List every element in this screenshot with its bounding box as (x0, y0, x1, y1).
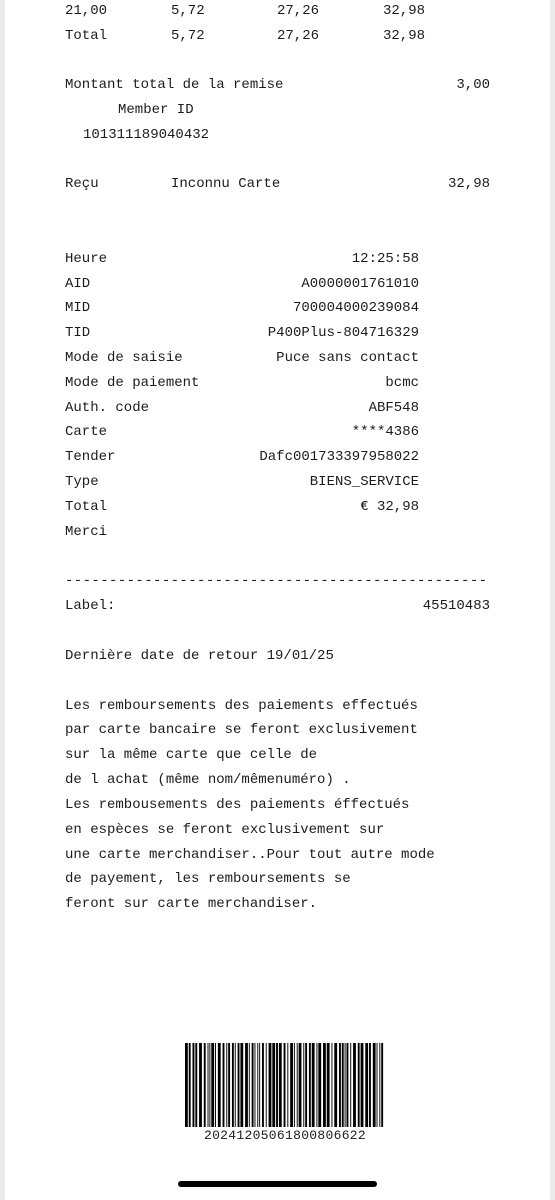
received-amount: 32,98 (447, 176, 490, 192)
barcode-bar (245, 1043, 248, 1127)
member-id-label: Member ID (118, 102, 194, 118)
barcode-bar (193, 1043, 195, 1127)
barcode-bar (379, 1043, 380, 1127)
detail-value: Puce sans contact (276, 350, 419, 366)
barcode-bar (185, 1043, 188, 1127)
barcode-bar (232, 1043, 234, 1127)
barcode-bar (254, 1043, 255, 1127)
detail-value: 700004000239084 (292, 300, 419, 316)
barcode-bar (215, 1043, 216, 1127)
barcode-bar (334, 1043, 337, 1127)
barcode-bar (294, 1043, 295, 1127)
barcode-bar (204, 1043, 206, 1127)
barcode-bar (284, 1043, 286, 1127)
detail-label: Mode de saisie (65, 350, 183, 366)
policy-line: de l achat (même nom/mêmenuméro) . (65, 772, 351, 788)
detail-label: Tender (65, 449, 116, 465)
policy-line: Les rembousements des paiements éffectués (65, 797, 410, 813)
detail-value: ABF548 (368, 400, 419, 416)
member-id-value: 101311189040432 (83, 127, 210, 143)
barcode-bar (223, 1043, 225, 1127)
detail-value: A0000001761010 (301, 276, 419, 292)
barcode-bar (318, 1043, 321, 1127)
barcode-bar (199, 1043, 202, 1127)
barcode-bar (361, 1043, 364, 1127)
barcode-bar (342, 1043, 344, 1127)
detail-label: Carte (65, 424, 108, 440)
discount-value: 3,00 (456, 77, 490, 93)
detail-value: € 32,98 (360, 499, 419, 515)
received-label: Reçu (65, 176, 99, 192)
detail-label: AID (65, 276, 91, 292)
totals-row-gross-cell: 32,98 (383, 3, 426, 19)
barcode-bar (211, 1043, 214, 1127)
barcode-bar (279, 1043, 282, 1127)
barcode-bar (303, 1043, 304, 1127)
barcode-bar (235, 1043, 236, 1127)
barcode-bar (189, 1043, 191, 1127)
detail-label: Mode de paiement (65, 375, 200, 391)
detail-value: ****4386 (351, 424, 419, 440)
barcode-bar (290, 1043, 293, 1127)
barcode-bar (377, 1043, 378, 1127)
barcode-bar (305, 1043, 307, 1127)
totals-row-rate-cell: 21,00 (65, 3, 108, 19)
barcode-bar (316, 1043, 317, 1127)
policy-line: par carte bancaire se feront exclusivement (65, 722, 418, 738)
detail-value: bcmc (385, 375, 419, 391)
barcode-bar (249, 1043, 250, 1127)
detail-value: 12:25:58 (351, 251, 419, 267)
barcode-bar (228, 1043, 230, 1127)
barcode-bar (240, 1043, 243, 1127)
totals-total-net: 27,26 (277, 28, 320, 44)
received-method: Inconnu Carte (171, 176, 281, 192)
receipt (5, 0, 550, 1200)
barcode-bar (226, 1043, 227, 1127)
home-indicator[interactable] (178, 1181, 377, 1187)
barcode-bar (266, 1043, 267, 1127)
barcode-bar (252, 1043, 254, 1127)
barcode-bar (272, 1043, 275, 1127)
totals-total-vat: 5,72 (171, 28, 205, 44)
barcode-bar (331, 1043, 332, 1127)
separator-line: ------------------------------------------------ (65, 573, 488, 589)
totals-total-label: Total (65, 28, 108, 44)
barcode-bars (185, 1043, 385, 1127)
detail-value: Dafc001733397958022 (259, 449, 419, 465)
barcode-bar (218, 1043, 221, 1127)
discount-label: Montant total de la remise (65, 77, 284, 93)
barcode-bar (373, 1043, 376, 1127)
barcode-bar (297, 1043, 298, 1127)
policy-line: feront sur carte merchandiser. (65, 896, 318, 912)
barcode-bar (381, 1043, 383, 1127)
barcode-bar (195, 1043, 197, 1127)
barcode-bar (369, 1043, 371, 1127)
barcode-bar (259, 1043, 260, 1127)
policy-line: en espèces se feront exclusivement sur (65, 822, 385, 838)
barcode-number: 20241205061800806622 (203, 1128, 367, 1143)
totals-total-gross: 32,98 (383, 28, 426, 44)
barcode-bar (327, 1043, 330, 1127)
barcode-bar (208, 1043, 209, 1127)
barcode-bar (339, 1043, 341, 1127)
barcode-bar (347, 1043, 349, 1127)
barcode-bar (299, 1043, 302, 1127)
policy-line: Les remboursements des paiements effectués (65, 698, 418, 714)
barcode-image (185, 1043, 385, 1127)
barcode-bar (238, 1043, 240, 1127)
barcode-bar (262, 1043, 264, 1127)
barcode-bar (209, 1043, 210, 1127)
barcode-bar (312, 1043, 315, 1127)
barcode-bar (269, 1043, 272, 1127)
barcode-bar (309, 1043, 311, 1127)
detail-label: TID (65, 325, 91, 341)
detail-value: P400Plus-804716329 (267, 325, 419, 341)
barcode-bar (257, 1043, 258, 1127)
barcode-bar (323, 1043, 326, 1127)
totals-row-net-cell: 27,26 (277, 3, 320, 19)
label-line-value: 45510483 (422, 598, 490, 614)
totals-row-vat-cell: 5,72 (171, 3, 205, 19)
barcode-bar (276, 1043, 278, 1127)
detail-label: Heure (65, 251, 108, 267)
barcode-bar (287, 1043, 288, 1127)
detail-label: Auth. code (65, 400, 150, 416)
policy-line: de payement, les remboursements se (65, 871, 351, 887)
detail-value: BIENS_SERVICE (309, 474, 419, 490)
return-date: Dernière date de retour 19/01/25 (65, 648, 334, 664)
detail-label: Total (65, 499, 108, 515)
thanks-text: Merci (65, 524, 108, 540)
policy-line: une carte merchandiser..Pour tout autre mode (65, 847, 435, 863)
detail-label: Type (65, 474, 99, 490)
barcode-bar (353, 1043, 356, 1127)
policy-line: sur la même carte que celle de (65, 747, 318, 763)
label-line-label: Label: (65, 598, 116, 614)
barcode-bar (365, 1043, 368, 1127)
barcode-bar (358, 1043, 360, 1127)
detail-label: MID (65, 300, 91, 316)
barcode-bar (350, 1043, 351, 1127)
barcode-bar (345, 1043, 346, 1127)
